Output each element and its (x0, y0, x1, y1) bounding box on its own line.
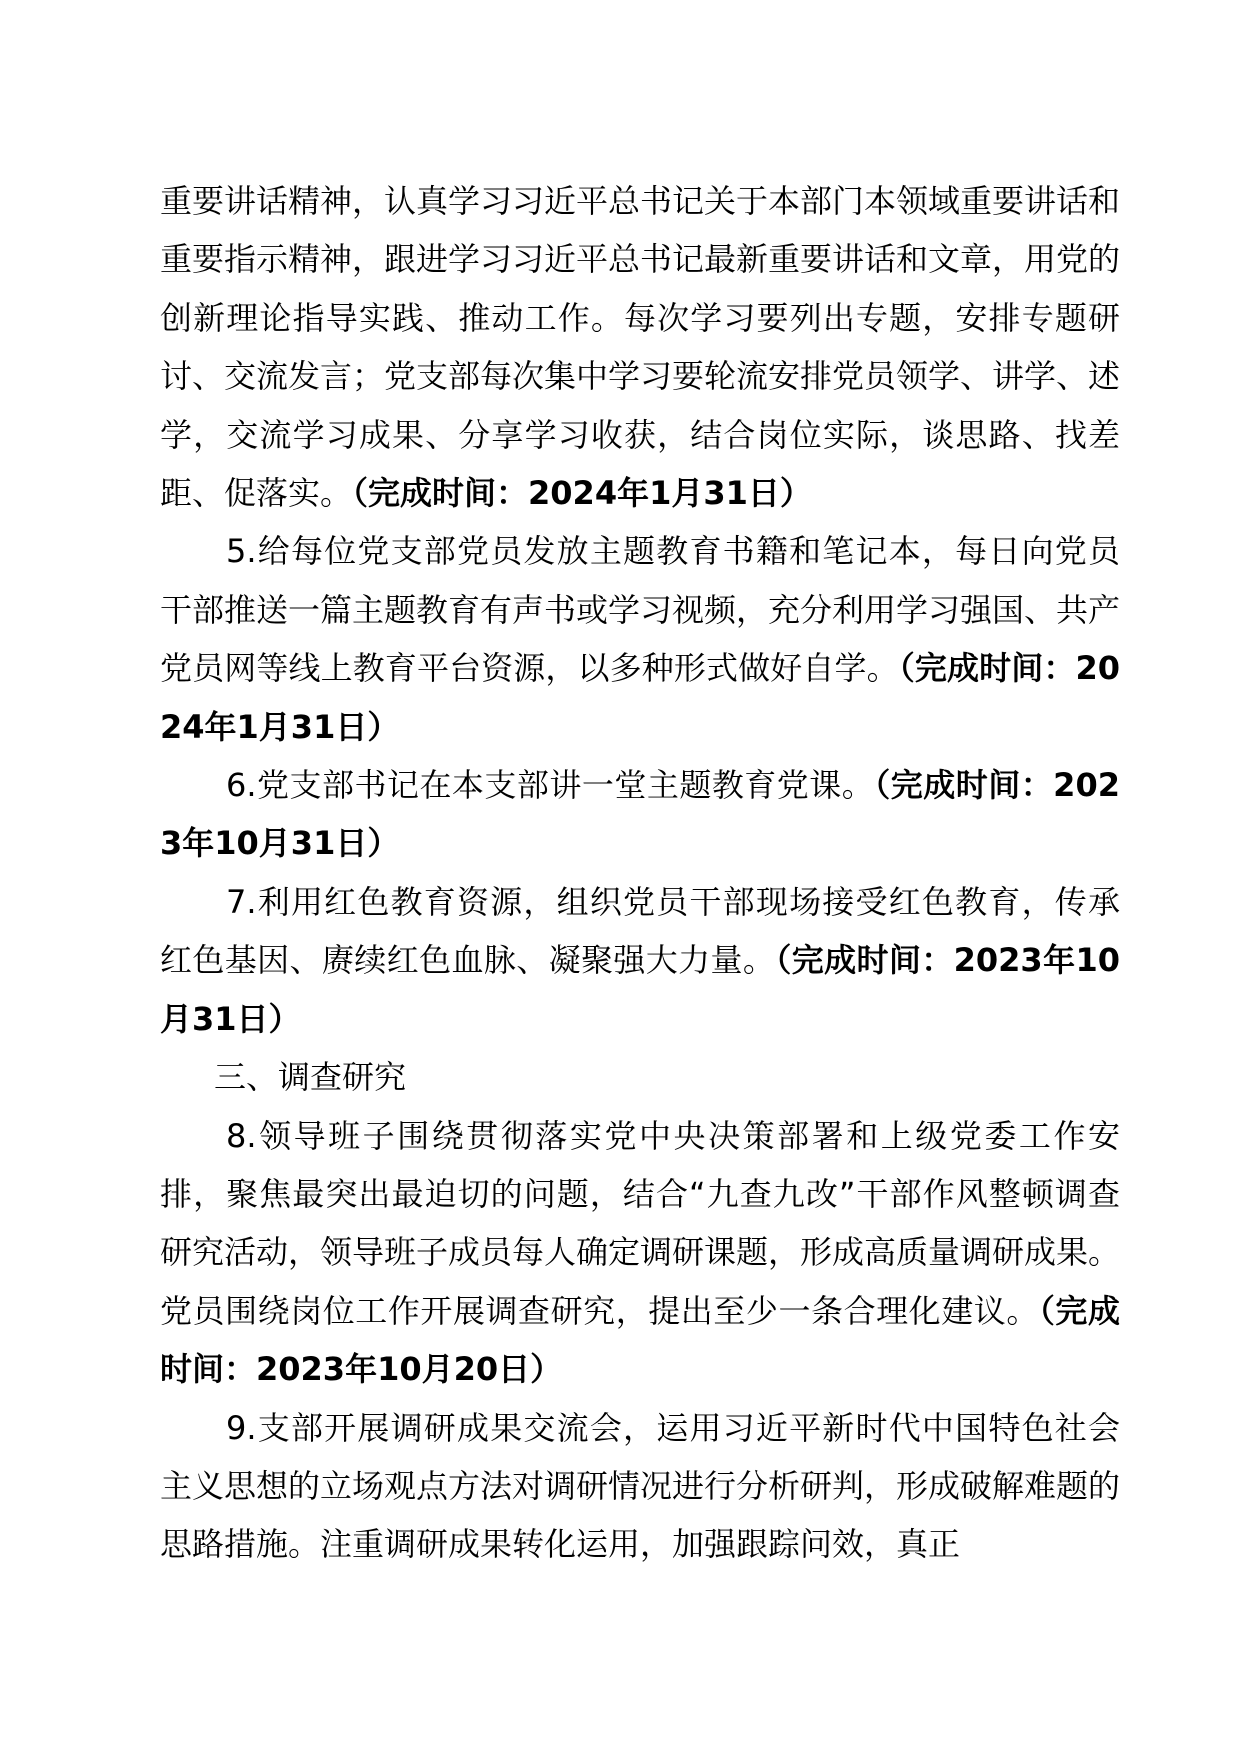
deadline-text: （完成时间：2023年10月31日） (160, 766, 1120, 863)
paragraph-item-8 (160, 1107, 1120, 1399)
paragraph-text: 9.支部开展调研成果交流会，运用习近平新时代中国特色社会主义思想的立场观点方法对调研情况进行分析研判，形成破解难题的思路措施。注重调研成果转化运用，加强跟踪问效，真正 (160, 1408, 1121, 1564)
paragraph-text: 重要讲话精神，认真学习习近平总书记关于本部门本领域重要讲话和重要指示精神，跟进学习习近平总书记最新重要讲话和文章，用党的创新理论指导实践、推动工作。每次学习要列出专题，安排专题研讨、交流发言；党支部每次集中学习要轮流安排党员领学、讲学、述学，交流学习成果、分享学习收获，结合岗位实际，谈思路、找差距、促落实。 (160, 182, 1121, 513)
paragraph-text: 7.利用红色教育资源，组织党员干部现场接受红色教育，传承红色基因、赓续红色血脉、凝聚强大力量。 (160, 882, 1120, 980)
paragraph-item-6 (160, 756, 1120, 873)
paragraph-text: 8.领导班子围绕贯彻落实党中央决策部署和上级党委工作安排，聚焦最突出最迫切的问题，结合“九查九改”干部作风整顿调查研究活动，领导班子成员每人确定调研课题，形成高质量调研成果。党员围绕岗位工作开展调查研究，提出至少一条合理化建议。 (160, 1116, 1121, 1330)
deadline-text: （完成时间：2023年10月20日） (160, 1291, 1120, 1389)
document-body (160, 172, 1120, 1574)
paragraph-item-9 (160, 1399, 1120, 1574)
deadline-text: （完成时间：2024年1月31日） (352, 474, 812, 513)
section-heading-research (160, 1048, 1120, 1106)
paragraph-item-5 (160, 522, 1120, 756)
section-heading-text: 三、调查研究 (214, 1058, 407, 1097)
paragraph-text: 5.给每位党支部党员发放主题教育书籍和笔记本，每日向党员干部推送一篇主题教育有声书或学习视频，充分利用学习强国、共产党员网等线上教育平台资源，以多种形式做好自学。 (160, 532, 1121, 688)
paragraph-item-7 (160, 873, 1120, 1048)
deadline-text: （完成时间：2023年10月31日） (160, 941, 1120, 1038)
deadline-text: （完成时间：2024年1月31日） (160, 649, 1120, 746)
paragraph-text: 6.党支部书记在本支部讲一堂主题教育党课。 (226, 766, 875, 805)
paragraph-study-continuation (160, 172, 1120, 522)
